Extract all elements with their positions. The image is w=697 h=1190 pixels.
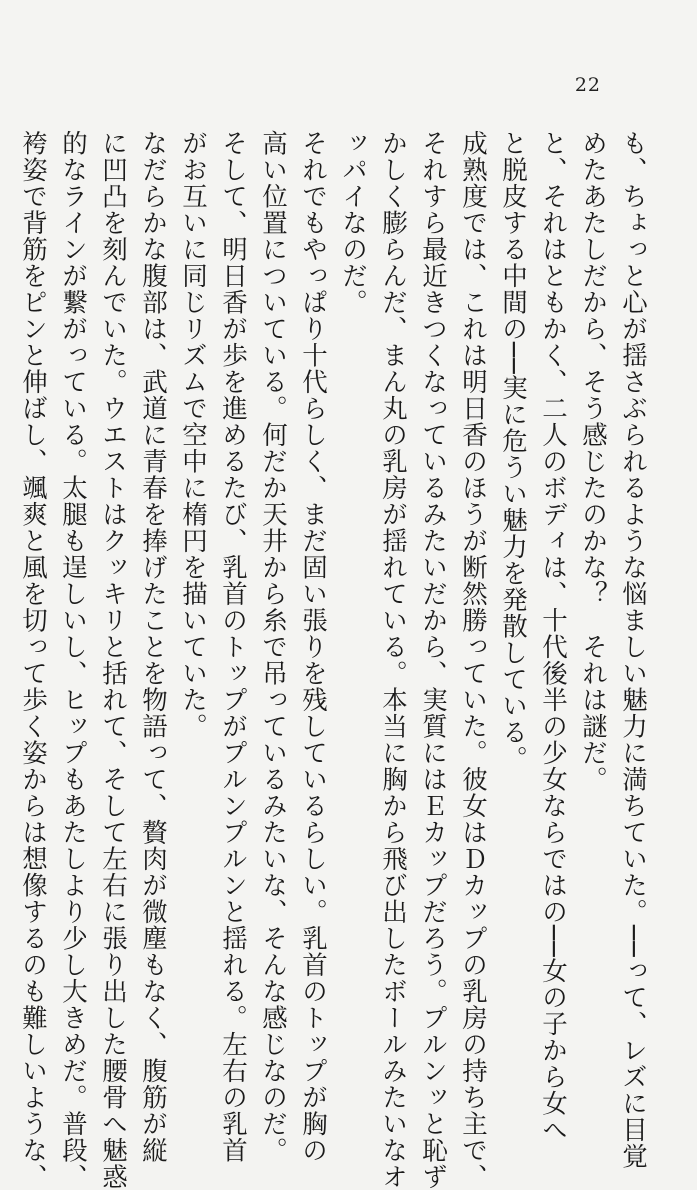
text-line: なだらかな腹部は、武道に青春を捧げたことを物語って、贅肉が微塵もなく、腹筋が縦 xyxy=(138,130,168,1164)
text-line: と脱皮する中間の──実に危うい魅力を発散している。 xyxy=(498,130,528,773)
text-line: めたあたしだから、そう感じたのかな？ それは謎だ。 xyxy=(578,130,608,793)
text-line: そして、明日香が歩を進めるたび、乳首のトップがプルンプルンと揺れる。左右の乳首 xyxy=(218,130,248,1164)
text-line: ッパイなのだ。 xyxy=(338,130,368,316)
text-line: がお互いに同じリズムで空中に楕円を描いていた。 xyxy=(178,130,208,740)
text-line: かしく膨らんだ、まん丸の乳房が揺れている。本当に胸から飛び出したボールみたいなオ xyxy=(378,130,408,1190)
text-line: と、それはともかく、二人のボディは、十代後半の少女ならではの──女の子から女へ xyxy=(538,130,568,1144)
text-line: も、ちょっと心が揺さぶられるような悩ましい魅力に満ちていた。──って、レズに目覚 xyxy=(618,130,648,1170)
text-line: 成熟度では、これは明日香のほうが断然勝っていた。彼女はＤカップの乳房の持ち主で、 xyxy=(458,130,488,1190)
page-number: 22 xyxy=(574,74,601,96)
text-line: それでもやっぱり十代らしく、まだ固い張りを残しているらしい。乳首のトップが胸の xyxy=(298,130,328,1164)
text-line: 袴姿で背筋をピンと伸ばし、颯爽と風を切って歩く姿からは想像するのも難しいような、 xyxy=(18,130,48,1190)
vertical-body-text xyxy=(18,130,653,1190)
text-line: 的なラインが繋がっている。太腿も逞しいし、ヒップもあたしより少し大きめだ。普段、 xyxy=(58,130,88,1190)
text-line: それすら最近きつくなっているみたいだから、実質にはＥカップだろう。プルンッと恥ず xyxy=(418,130,448,1190)
text-line: に凹凸を刻んでいた。ウエストはクッキリと括れて、そして左右に張り出した腰骨へ魅惑 xyxy=(98,130,128,1190)
text-line: 高い位置についている。何だか天井から糸で吊っているみたいな、そんな感じなのだ。 xyxy=(258,130,288,1164)
